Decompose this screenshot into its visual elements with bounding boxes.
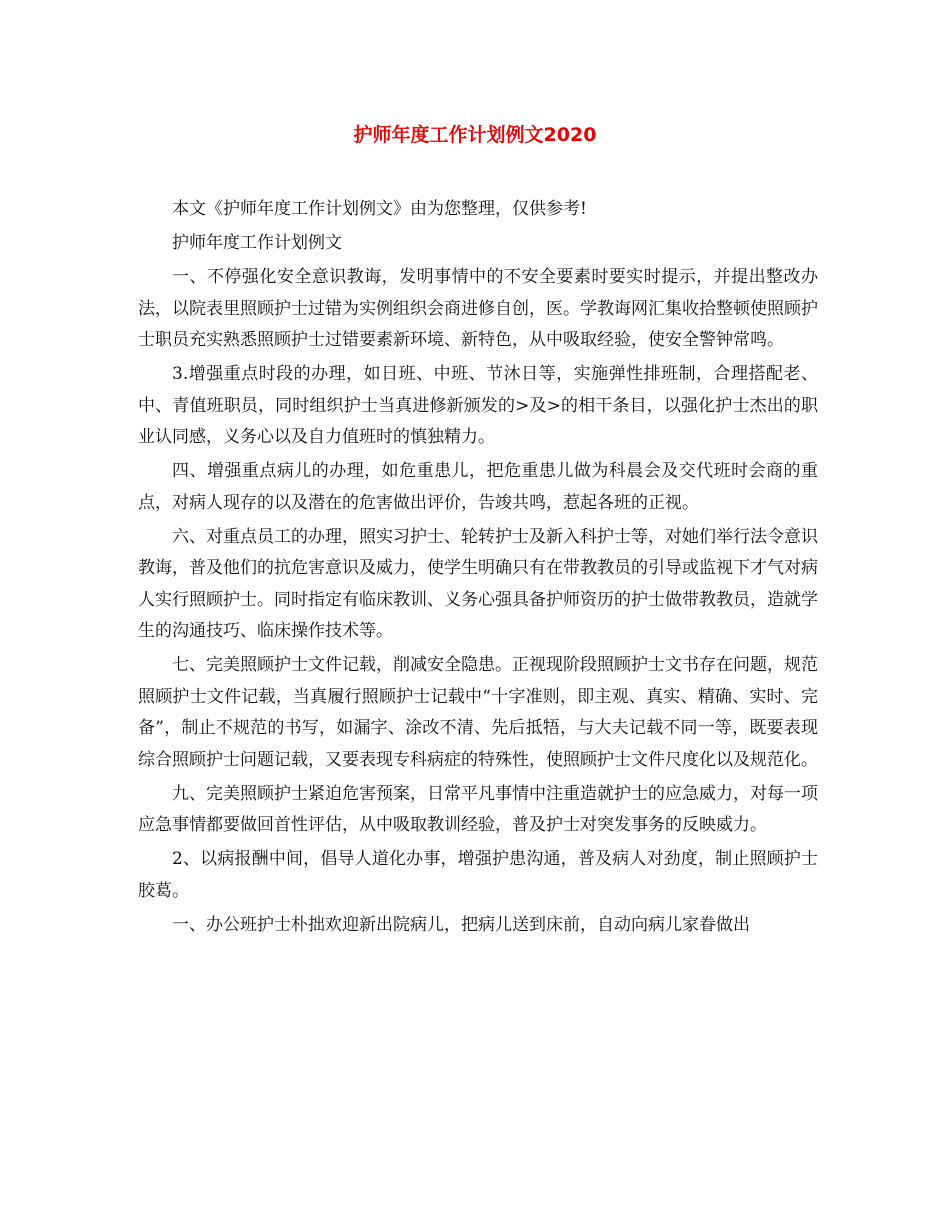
document-title: 护师年度工作计划例文2020 xyxy=(353,124,597,146)
paragraph-intro: 本文《护师年度工作计划例文》由为您整理，仅供参考! xyxy=(172,199,587,219)
document-body xyxy=(138,194,818,944)
paragraph: 六、对重点员工的办理，照实习护士、轮转护士及新入科护士等，对她们举行法令意识教诲，普及他们的抗危害意识及威力，使学生明确只有在带教教员的引导或监视下才气对病人实行照顾护士。同时指定有临床教训、义务心强具备护师资历的护士做带教教员，造就学生的沟通技巧、临床操作技术等。 xyxy=(138,526,818,641)
paragraph-subtitle: 护师年度工作计划例文 xyxy=(172,233,342,253)
paragraph: 3.增强重点时段的办理，如日班、中班、节沐日等，实施弹性排班制，合理搭配老、中、青值班职员，同时组织护士当真进修新颁发的>及>的相干条目，以强化护士杰出的职业认同感，义务心以及自力值班时的慎独精力。 xyxy=(138,364,818,447)
paragraph: 四、增强重点病儿的办理，如危重患儿，把危重患儿做为科晨会及交代班时会商的重点，对病人现存的以及潜在的危害做出评价，告竣共鸣，惹起各班的正视。 xyxy=(138,461,818,513)
paragraph: 九、完美照顾护士紧迫危害预案，日常平凡事情中注重造就护士的应急威力，对每一项应急事情都要做回首性评估，从中吸取教训经验，普及护士对突发事务的反映威力。 xyxy=(138,783,818,835)
paragraph: 2、以病报酬中间，倡导人道化办事，增强护患沟通，普及病人对劲度，制止照顾护士胶葛。 xyxy=(138,849,818,901)
paragraph: 一、不停强化安全意识教诲，发明事情中的不安全要素时要实时提示，并提出整改办法，以院表里照顾护士过错为实例组织会商进修自创，医。学教诲网汇集收拾整顿使照顾护士职员充实熟悉照顾护士过错要素新环境、新特色，从中吸取经验，使安全警钟常鸣。 xyxy=(138,267,818,350)
paragraph: 七、完美照顾护士文件记载，削减安全隐患。正视现阶段照顾护士文书存在问题，规范照顾护士文件记载，当真履行照顾护士记载中“十字准则，即主观、真实、精确、实时、完备”，制止不规范的书写，如漏字、涂改不清、先后抵牾，与大夫记载不同一等，既要表现综合照顾护士问题记载，又要表现专科病症的特殊性，使照顾护士文件尺度化以及规范化。 xyxy=(138,655,818,770)
paragraph: 一、办公班护士朴拙欢迎新出院病儿，把病儿送到床前，自动向病儿家眷做出 xyxy=(172,914,750,935)
